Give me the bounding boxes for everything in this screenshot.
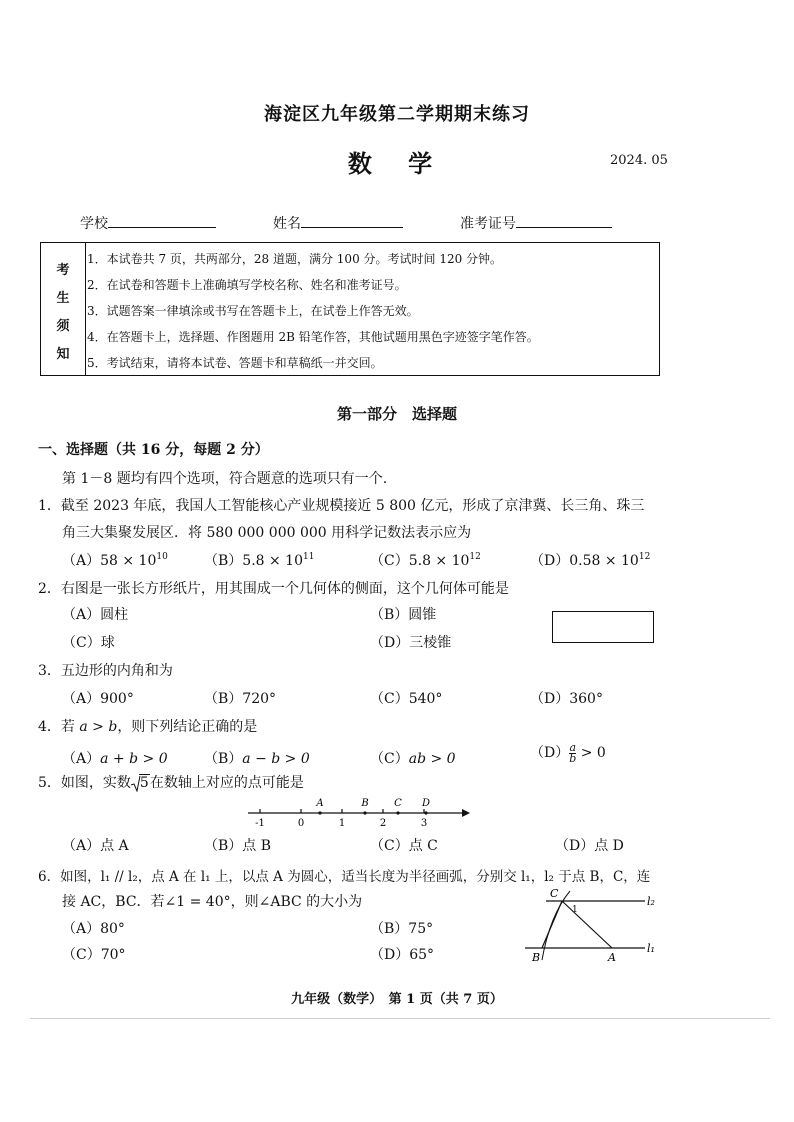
label-angle-1: 1 (572, 905, 578, 915)
q5-option-b: （B）点 B (204, 838, 272, 854)
label-a: A (608, 951, 616, 964)
notice-item: 5．考试结束，请将本试卷、答题卡和草稿纸一并交回。 (87, 356, 383, 370)
notice-item: 2．在试卷和答题卡上准确填写学校名称、姓名和准考证号。 (87, 278, 407, 292)
q3-option-b: （B）720° (204, 691, 277, 707)
candidate-notice-box (40, 242, 660, 376)
point-marker (318, 811, 321, 814)
fraction-a-over-b: $\frac{a}{b}$ (569, 740, 577, 765)
tick-label: 1 (338, 818, 346, 829)
q3-stem: 3．五边形的内角和为 (38, 663, 173, 679)
sqrt-five: 5 (131, 775, 150, 791)
q4-stem: 4．若 a > b，则下列结论正确的是 (38, 719, 258, 735)
q2-option-b: （B）圆锥 (370, 607, 437, 623)
q3-option-d: （D）360° (530, 691, 603, 707)
tick-label: 3 (420, 818, 428, 829)
q6-stem-line1: 6．如图，l₁ // l₂，点 A 在 l₁ 上，以点 A 为圆心，适当长度为半径画弧，分别交 l₁，l₂ 于点 B，C，连 (38, 869, 651, 885)
q1-stem-line1: 1．截至 2023 年底，我国人工智能核心产业规模接近 5 800 亿元，形成了京津冀、长三角、珠三 (38, 498, 645, 514)
q5-stem: 5．如图，实数 5在数轴上对应的点可能是 (38, 775, 304, 791)
point-label: C (394, 798, 402, 809)
notice-heading (41, 243, 86, 375)
notice-head-char: 知 (56, 347, 70, 362)
q5-option-a: （A）点 A (62, 838, 129, 854)
point-marker (363, 811, 366, 814)
notice-item: 1．本试卷共 7 页，共两部分，28 道题，满分 100 分。考试时间 120 分钟。 (87, 252, 503, 266)
point-marker (424, 811, 427, 814)
q2-option-d: （D）三棱锥 (370, 635, 452, 651)
notice-head-char: 考 (56, 263, 70, 278)
radical-sign-icon (131, 776, 141, 792)
q6-option-c: （C）70° (62, 947, 126, 963)
q6-stem-line2: 接 AC，BC．若∠1 = 40°，则∠ABC 的大小为 (62, 894, 363, 910)
q4-option-d: （D） $\frac{a}{b}$ > 0 (530, 740, 606, 765)
exam-title: 海淀区九年级第二学期期末练习 (264, 104, 530, 125)
arrow-icon (462, 809, 470, 817)
segment-ac (562, 901, 612, 948)
q1-option-c: $(C)5.8 \times 10^{12}$ (370, 552, 481, 569)
q6-option-b: （B）75° (370, 921, 434, 937)
label-l2: l₂ (647, 895, 655, 908)
page-divider (30, 1018, 770, 1019)
notice-head-char: 生 (56, 291, 70, 306)
point-label: D (421, 798, 431, 809)
subject-title: 数 学 (347, 149, 447, 178)
school-label: 学校 (80, 216, 108, 232)
parallel-lines-figure (520, 885, 660, 965)
label-c: C (550, 887, 559, 900)
q1-option-a: $(A)58 \times 10^{10}$ (62, 552, 168, 569)
point-label: A (316, 798, 324, 809)
q1-option-d: $(D)0.58 \times 10^{12}$ (530, 552, 651, 569)
point-label: B (361, 798, 369, 809)
number-line-figure (240, 795, 480, 831)
section-instruction: 第 1－8 题均有四个选项，符合题意的选项只有一个. (62, 471, 388, 487)
q5-option-d: （D）点 D (555, 838, 624, 854)
q6-option-d: （D）65° (370, 947, 435, 963)
q1-stem-line2: 角三大集聚发展区．将 580 000 000 000 用科学记数法表示应为 (62, 525, 472, 541)
section-heading: 一、选择题（共 16 分，每题 2 分） (38, 442, 269, 458)
tick-label: 0 (297, 818, 305, 829)
school-field (80, 213, 216, 233)
q6-option-a: （A）80° (62, 921, 125, 937)
exam-number-label: 准考证号 (460, 216, 516, 232)
label-l1: l₁ (647, 942, 655, 955)
name-label: 姓名 (273, 216, 301, 232)
q5-option-c: （C）点 C (370, 838, 438, 854)
exam-number-field (460, 213, 612, 233)
page-footer: 九年级（数学） 第 1 页（共 7 页） (291, 992, 503, 1007)
label-b: B (532, 951, 541, 964)
notice-head-char: 须 (56, 319, 70, 334)
part-one-title: 第一部分 选择题 (336, 405, 457, 423)
number-line-ticks (255, 809, 427, 829)
q4-option-a: （A）a + b > 0 (62, 751, 168, 767)
q2-option-a: （A）圆柱 (62, 607, 129, 623)
q3-option-c: （C）540° (370, 691, 443, 707)
rectangle-paper-figure (552, 611, 654, 643)
q2-stem: 2．右图是一张长方形纸片，用其围成一个几何体的侧面，这个几何体可能是 (38, 581, 509, 597)
tick-label: -1 (255, 818, 265, 829)
notice-item: 3．试题答案一律填涂或书写在答题卡上，在试卷上作答无效。 (87, 304, 419, 318)
q4-option-c: （C）ab > 0 (370, 751, 456, 767)
exam-date: 2024. 05 (610, 153, 668, 168)
q3-option-a: （A）900° (62, 691, 134, 707)
number-line-points (315, 798, 430, 815)
tick-label: 2 (379, 818, 387, 829)
point-marker (396, 811, 399, 814)
q1-option-b: $(B)5.8 \times 10^{11}$ (204, 552, 315, 569)
name-field (273, 213, 403, 233)
notice-item: 4．在答题卡上，选择题、作图题用 2B 铅笔作答，其他试题用黑色字迹签字笔作答。 (87, 330, 539, 344)
q2-option-c: （C）球 (62, 635, 115, 651)
q4-option-b: （B）a − b > 0 (204, 751, 310, 767)
